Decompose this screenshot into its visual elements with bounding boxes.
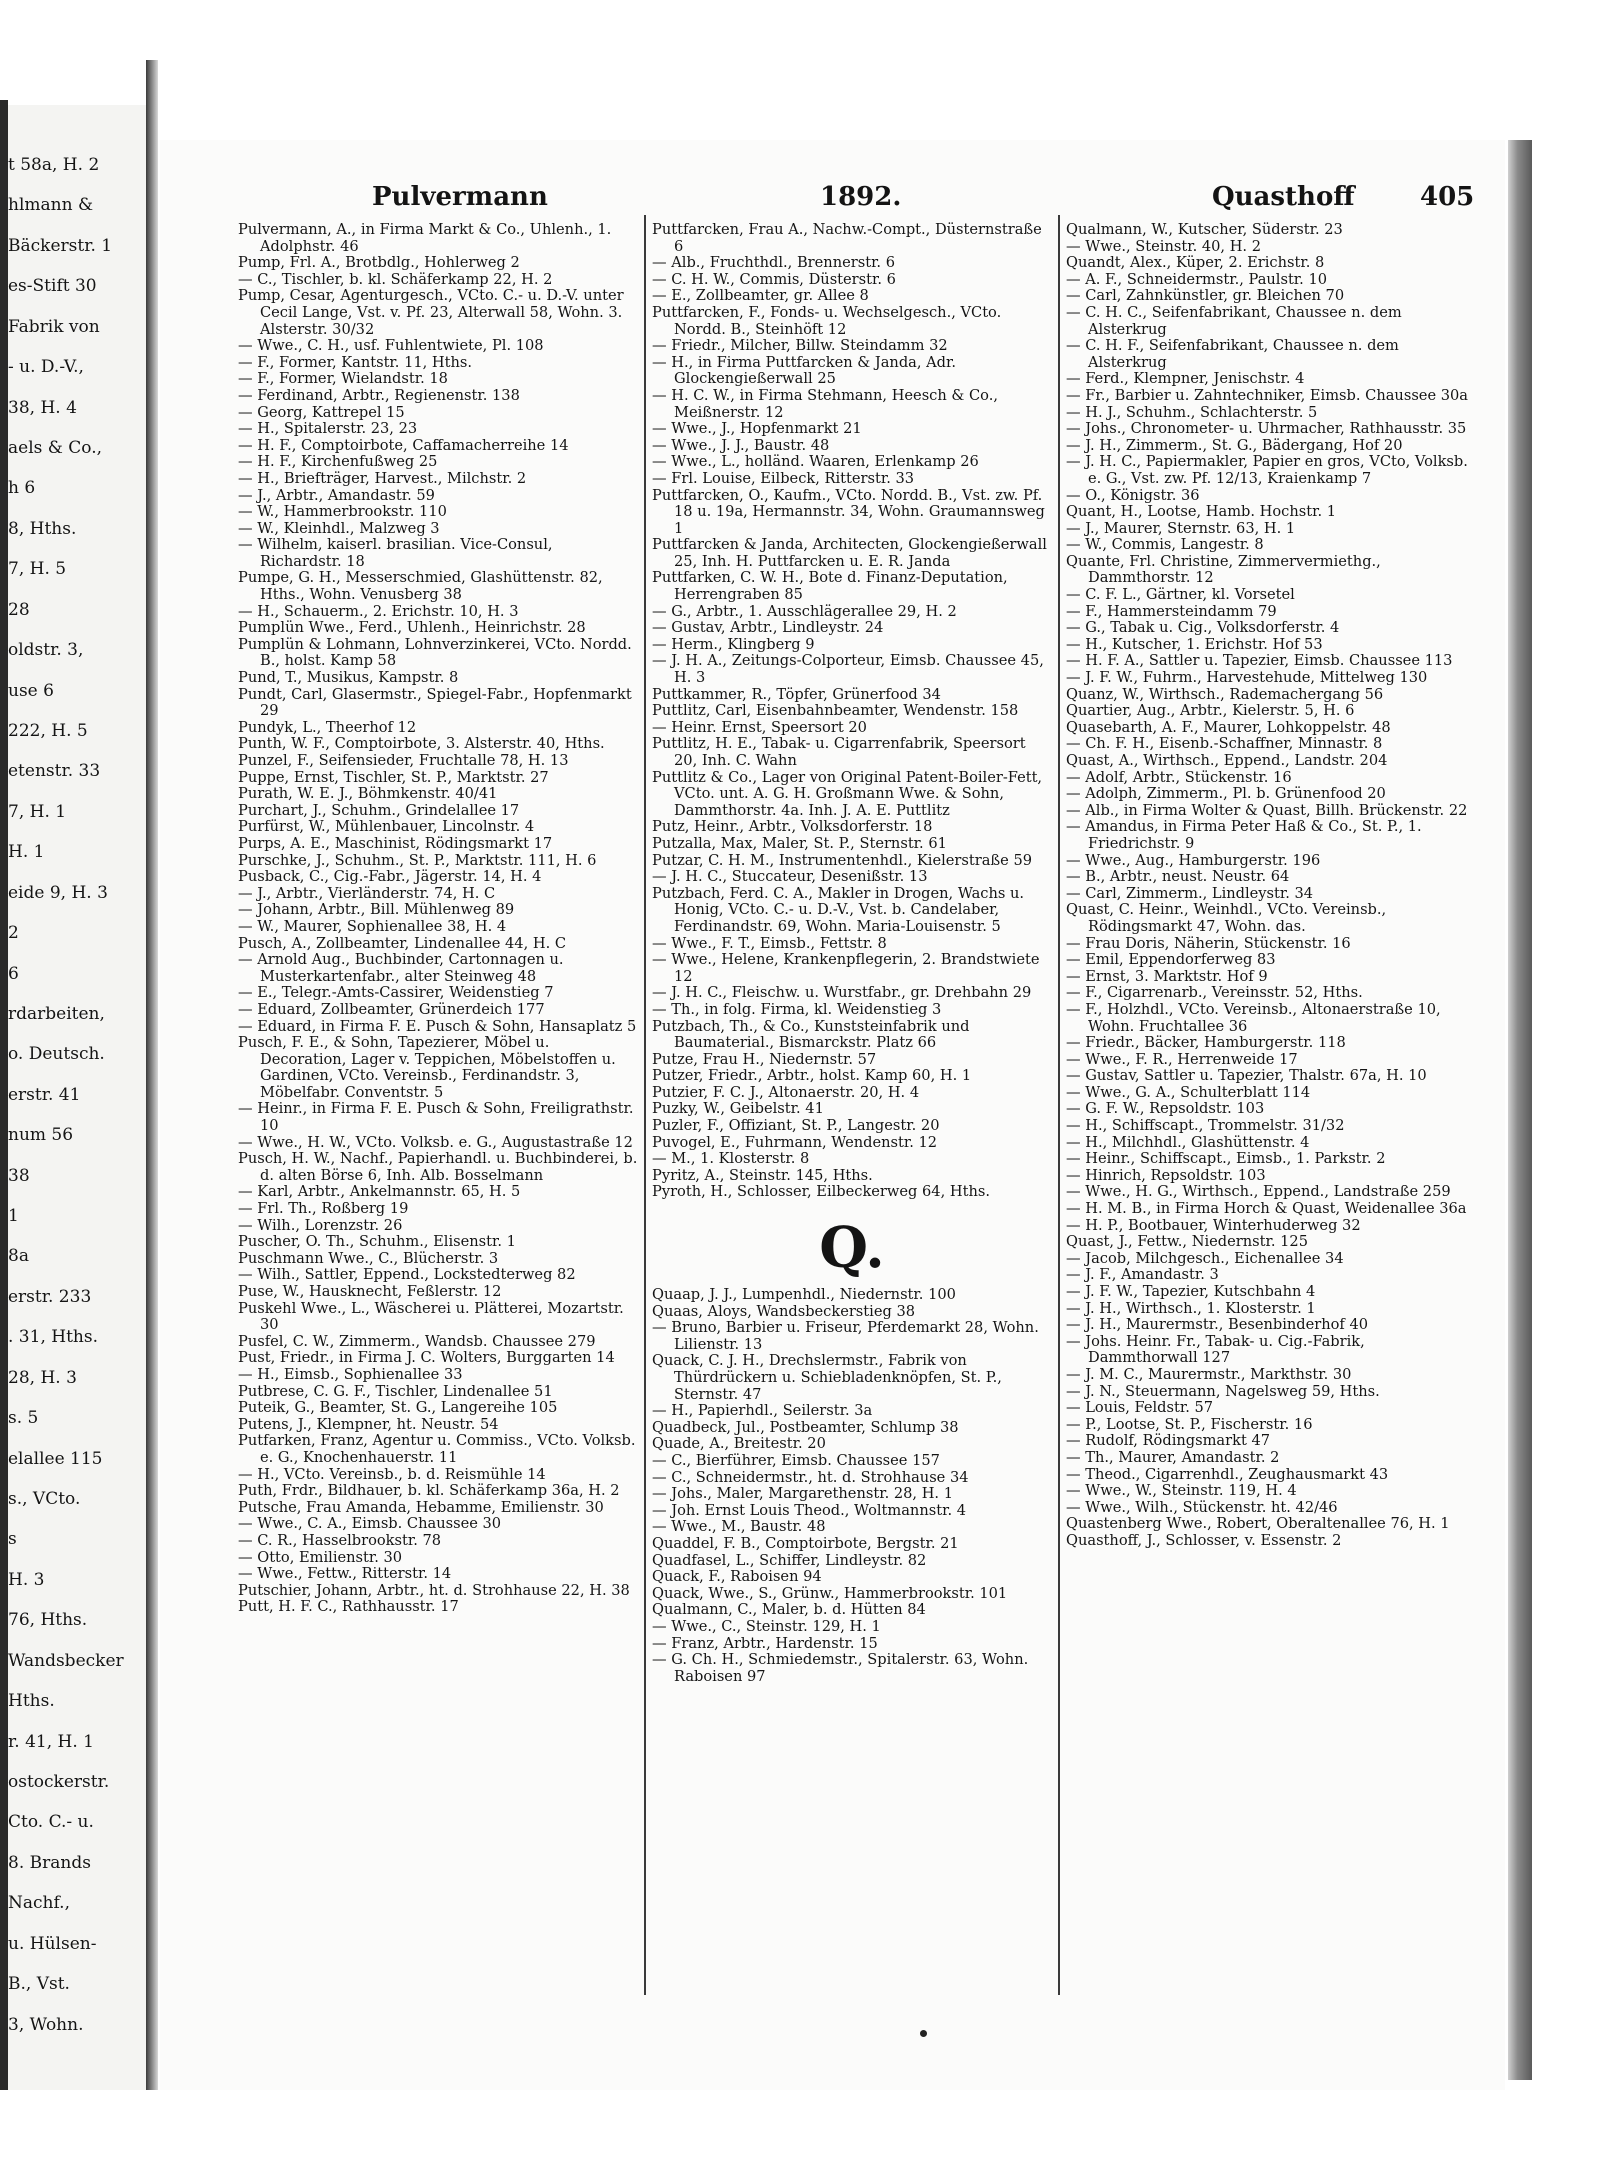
book-gutter <box>146 60 158 2090</box>
directory-entry: Puttfarken, C. W. H., Bote d. Finanz-Deputation, Herrengraben 85 <box>652 569 1008 604</box>
directory-entry: — J., Maurer, Sternstr. 63, H. 1 <box>1066 519 1296 537</box>
directory-entry: — J. F., Amandastr. 3 <box>1066 1266 1219 1284</box>
directory-entry: Puskehl Wwe., L., Wäscherei u. Plätterei, Mozartstr. 30 <box>238 1299 624 1334</box>
directory-entry: — Wwe., Steinstr. 40, H. 2 <box>1066 237 1261 255</box>
section-letter-q: Q. <box>819 1215 885 1282</box>
directory-entry: — Wwe., Fettw., Ritterstr. 14 <box>238 1565 452 1583</box>
left-page-line: 28 <box>8 599 30 620</box>
directory-entry: — Frl. Th., Roßberg 19 <box>238 1200 409 1218</box>
directory-entry: Puschmann Wwe., C., Blücherstr. 3 <box>238 1249 499 1267</box>
directory-entry: — J. N., Steuermann, Nagelsweg 59, Hths. <box>1066 1382 1380 1400</box>
directory-entry: — Gustav, Sattler u. Tapezier, Thalstr. 67a, H. 10 <box>1066 1067 1427 1085</box>
directory-entry: Quadfasel, L., Schiffer, Lindleystr. 82 <box>652 1551 927 1569</box>
left-page-line: es-Stift 30 <box>8 276 97 297</box>
directory-entry: — W., Hammerbrookstr. 110 <box>238 503 447 521</box>
directory-entry: — H., Briefträger, Harvest., Milchstr. 2 <box>238 469 527 487</box>
directory-entry: Pundyk, L., Theerhof 12 <box>238 718 417 736</box>
directory-entry: Quasthoff, J., Schlosser, v. Essenstr. 2 <box>1066 1531 1342 1549</box>
directory-entry: Quack, C. J. H., Drechslermstr., Fabrik von Thürdrückern u. Schiebladenknöpfen, St. P., Sternstr. 47 <box>652 1352 1002 1403</box>
left-page-line: t 58a, H. 2 <box>8 155 100 175</box>
book-edge-right <box>1508 140 1532 2080</box>
left-page-line: elallee 115 <box>8 1448 103 1469</box>
directory-entry: — A. F., Schneidermstr., Paulstr. 10 <box>1066 270 1328 288</box>
left-page-line: 8, Hths. <box>8 518 77 539</box>
directory-entry: Quartier, Aug., Arbtr., Kielerstr. 5, H. 6 <box>1066 702 1355 720</box>
directory-entry: — Bruno, Barbier u. Friseur, Pferdemarkt 28, Wohn. Lilienstr. 13 <box>652 1319 1039 1353</box>
directory-entry: — Ferdinand, Arbtr., Regienenstr. 138 <box>238 386 520 404</box>
directory-entry: — Hinrich, Repsoldstr. 103 <box>1066 1166 1266 1184</box>
directory-entry: Puttlitz, Carl, Eisenbahnbeamter, Wendenstr. 158 <box>652 702 1019 720</box>
directory-entry: — H., VCto. Vereinsb., b. d. Reismühle 14 <box>238 1465 546 1483</box>
directory-entry: Purath, W. E. J., Böhmkenstr. 40/41 <box>238 785 498 803</box>
directory-entry: Putzar, C. H. M., Instrumentenhdl., Kielerstraße 59 <box>652 851 1033 869</box>
directory-entry: — Wwe., L., holländ. Waaren, Erlenkamp 26 <box>652 453 979 471</box>
directory-entry: Quack, F., Raboisen 94 <box>652 1568 822 1586</box>
directory-entry: Puppe, Ernst, Tischler, St. P., Marktstr. 27 <box>238 768 549 786</box>
left-page-line: 3, Wohn. <box>8 2014 84 2035</box>
directory-entry: — H., Papierhdl., Seilerstr. 3a <box>652 1402 873 1420</box>
directory-entry: — Wwe., G. A., Schulterblatt 114 <box>1066 1083 1311 1101</box>
book-edge-left <box>0 100 8 2090</box>
directory-entry: — C. H. W., Commis, Düsterstr. 6 <box>652 270 896 288</box>
left-page-line: 38, H. 4 <box>8 397 77 418</box>
directory-entry: Pusch, F. E., & Sohn, Tapezierer, Möbel u. Decoration, Lager v. Teppichen, Möbelstoffen u. Gardinen, VCto. Vereinsb., Ferdinandstr. 3, Möbelfabr. Conventstr. 5 <box>238 1034 616 1101</box>
column-3 <box>1066 222 1471 2002</box>
left-page-line: Bäckerstr. 1 <box>8 235 113 256</box>
directory-entry: Puttkammer, R., Töpfer, Grünerfood 34 <box>652 685 941 703</box>
directory-entry: Pust, Friedr., in Firma J. C. Wolters, Burggarten 14 <box>238 1349 615 1367</box>
directory-entry: Quastenberg Wwe., Robert, Oberaltenallee 76, H. 1 <box>1066 1515 1450 1533</box>
directory-entry: — C. R., Hasselbrookstr. 78 <box>238 1531 442 1549</box>
directory-entry: Quanz, W., Wirthsch., Rademachergang 56 <box>1066 685 1384 703</box>
directory-entry: Putbrese, C. G. F., Tischler, Lindenallee 51 <box>238 1382 553 1400</box>
left-page-line: s., VCto. <box>8 1489 81 1510</box>
left-page-line: Nachf., <box>8 1893 70 1914</box>
left-page-line: u. Hülsen- <box>8 1933 97 1954</box>
left-page-line: rdarbeiten, <box>8 1003 105 1024</box>
left-page-line: s. 5 <box>8 1408 39 1429</box>
left-page-line: . 31, Hths. <box>8 1327 98 1348</box>
directory-entry: — Eduard, in Firma F. E. Pusch & Sohn, Hansaplatz 5 <box>238 1017 637 1035</box>
left-page-line: r. 41, H. 1 <box>8 1731 94 1752</box>
left-page-line: oldstr. 3, <box>8 640 84 661</box>
directory-entry: — Karl, Arbtr., Ankelmannstr. 65, H. 5 <box>238 1183 521 1201</box>
left-page-line: etenstr. 33 <box>8 761 101 782</box>
left-page-line: 28, H. 3 <box>8 1367 77 1388</box>
directory-entry: — J. H., Wirthsch., 1. Klosterstr. 1 <box>1066 1299 1316 1317</box>
column-1 <box>238 222 638 2002</box>
directory-entry: — H., Milchhdl., Glashüttenstr. 4 <box>1066 1133 1310 1151</box>
directory-entry: Qualmann, W., Kutscher, Süderstr. 23 <box>1066 222 1343 238</box>
directory-entry: Quast, C. Heinr., Weinhdl., VCto. Vereinsb., Rödingsmarkt 47, Wohn. das. <box>1066 901 1387 935</box>
directory-entry: — C. F. L., Gärtner, kl. Vorsetel <box>1066 586 1295 604</box>
directory-entry: — Eduard, Zollbeamter, Grünerdeich 177 <box>238 1000 545 1018</box>
directory-entry: — H. P., Bootbauer, Winterhuderweg 32 <box>1066 1216 1361 1234</box>
directory-entry: Quante, Frl. Christine, Zimmervermiethg., Dammthorstr. 12 <box>1066 552 1381 587</box>
left-page-line: 8. Brands <box>8 1852 91 1873</box>
directory-entry: Pusch, H. W., Nachf., Papierhandl. u. Buchbinderei, b. d. alten Börse 6, Inh. Alb. Bosselmann <box>238 1150 638 1184</box>
directory-entry: — Wwe., H. G., Wirthsch., Eppend., Landstraße 259 <box>1066 1183 1451 1201</box>
directory-entry: — W., Kleinhdl., Malzweg 3 <box>238 519 440 537</box>
directory-entry: — Wwe., J. J., Baustr. 48 <box>652 436 830 454</box>
directory-entry: — Ernst, 3. Marktstr. Hof 9 <box>1066 967 1268 985</box>
page-number: 405 <box>1420 182 1475 212</box>
directory-entry: — J. F. W., Tapezier, Kutschbahn 4 <box>1066 1283 1316 1300</box>
directory-entry: Quaas, Aloys, Wandsbeckerstieg 38 <box>652 1302 916 1320</box>
directory-entry: Putze, Frau H., Niedernstr. 57 <box>652 1050 877 1068</box>
directory-entry: — H. M. B., in Firma Horch & Quast, Weidenallee 36a <box>1066 1200 1467 1218</box>
directory-entry: — Wwe., Helene, Krankenpflegerin, 2. Brandstwiete 12 <box>652 951 1040 985</box>
directory-entry: — H. C. W., in Firma Stehmann, Heesch & Co., Meißnerstr. 12 <box>652 386 998 421</box>
left-page-line: 38 <box>8 1165 30 1186</box>
directory-entry: — Gustav, Arbtr., Lindleystr. 24 <box>652 619 884 637</box>
directory-entry: — Herm., Klingberg 9 <box>652 635 815 653</box>
directory-entry: — H. F., Comptoirbote, Caffamacherreihe 14 <box>238 436 569 454</box>
directory-entry: Pyroth, H., Schlosser, Eilbeckerweg 64, Hths. <box>652 1183 990 1201</box>
directory-entry: — Th., Maurer, Amandastr. 2 <box>1066 1448 1280 1466</box>
directory-entry: — Wwe., C. A., Eimsb. Chaussee 30 <box>238 1515 502 1533</box>
directory-entry: — Wwe., F. T., Eimsb., Fettstr. 8 <box>652 934 887 952</box>
directory-entry: — Frl. Louise, Eilbeck, Ritterstr. 33 <box>652 469 915 487</box>
directory-entry: Puttfarcken, Frau A., Nachw.-Compt., Düsternstraße 6 <box>652 222 1042 255</box>
directory-entry: Putschier, Johann, Arbtr., ht. d. Strohhause 22, H. 38 <box>238 1581 630 1599</box>
directory-entry: — Wwe., Aug., Hamburgerstr. 196 <box>1066 851 1321 869</box>
directory-entry: — F., Holzhdl., VCto. Vereinsb., Altonaerstraße 10, Wohn. Fruchtallee 36 <box>1066 1000 1441 1035</box>
directory-entry: — Johs., Chronometer- u. Uhrmacher, Rathhausstr. 35 <box>1066 420 1467 438</box>
directory-entry: Puteik, G., Beamter, St. G., Langereihe 105 <box>238 1399 558 1417</box>
directory-entry: — Carl, Zahnkünstler, gr. Bleichen 70 <box>1066 287 1345 305</box>
directory-entry: — J. H. C., Fleischw. u. Wurstfabr., gr. Drehbahn 29 <box>652 984 1032 1002</box>
directory-entry: — Wwe., W., Steinstr. 119, H. 4 <box>1066 1482 1297 1500</box>
directory-entry: — E., Zollbeamter, gr. Allee 8 <box>652 287 869 305</box>
directory-entry: — G., Tabak u. Cig., Volksdorferstr. 4 <box>1066 619 1340 637</box>
left-page-line: Hths. <box>8 1691 55 1712</box>
left-page-line: 8a <box>8 1246 29 1267</box>
directory-entry: — Th., in folg. Firma, kl. Weidenstieg 3 <box>652 1000 942 1018</box>
directory-entry: Putens, J., Klempner, ht. Neustr. 54 <box>238 1415 499 1433</box>
directory-entry: — J. H. C., Papiermakler, Papier en gros, VCto, Volksb. e. G., Vst. zw. Pf. 12/13, Kraienkamp 7 <box>1066 453 1468 487</box>
directory-entry: — J. H. C., Stuccateur, Desenißstr. 13 <box>652 868 928 886</box>
directory-entry: — Arnold Aug., Buchbinder, Cartonnagen u. Musterkartenfabr., alter Steinweg 48 <box>238 951 564 985</box>
directory-entry: — Fr., Barbier u. Zahntechniker, Eimsb. Chaussee 30a <box>1066 386 1468 404</box>
directory-entry: Quast, J., Fettw., Niedernstr. 125 <box>1066 1233 1308 1251</box>
left-page-line: Wandsbecker <box>8 1650 124 1671</box>
directory-entry: Purchart, J., Schuhm., Grindelallee 17 <box>238 801 520 819</box>
directory-entry: Pundt, Carl, Glasermstr., Spiegel-Fabr., Hopfenmarkt 29 <box>238 685 632 720</box>
directory-entry: — W., Commis, Langestr. 8 <box>1066 536 1264 554</box>
directory-entry: — B., Arbtr., neust. Neustr. 64 <box>1066 868 1290 886</box>
directory-entry: — Louis, Feldstr. 57 <box>1066 1399 1214 1417</box>
directory-entry: — Franz, Arbtr., Hardenstr. 15 <box>652 1634 878 1652</box>
directory-entry: — Theod., Cigarrenhdl., Zeughausmarkt 43 <box>1066 1465 1389 1483</box>
left-page-line: erstr. 233 <box>8 1286 92 1307</box>
directory-entry: — Johs. Heinr. Fr., Tabak- u. Cig.-Fabrik, Dammthorwall 127 <box>1066 1332 1365 1367</box>
directory-entry: — E., Telegr.-Amts-Cassirer, Weidenstieg 7 <box>238 984 554 1002</box>
directory-entry: Pund, T., Musikus, Kampstr. 8 <box>238 669 459 687</box>
directory-entry: Putt, H. F. C., Rathhausstr. 17 <box>238 1598 459 1616</box>
directory-entry: Quast, A., Wirthsch., Eppend., Landstr. 204 <box>1066 752 1388 769</box>
directory-entry: — J. H., Zimmerm., St. G., Bädergang, Hof 20 <box>1066 436 1403 454</box>
directory-entry: — Wwe., J., Hopfenmarkt 21 <box>652 420 862 438</box>
left-page-line: eide 9, H. 3 <box>8 882 108 903</box>
directory-entry: — Wilh., Lorenzstr. 26 <box>238 1216 403 1234</box>
directory-entry: — C., Tischler, b. kl. Schäferkamp 22, H. 2 <box>238 270 553 288</box>
directory-entry: — Joh. Ernst Louis Theod., Woltmannstr. 4 <box>652 1501 967 1519</box>
directory-entry: Puttfarcken, F., Fonds- u. Wechselgesch., VCto. Nordd. B., Steinhöft 12 <box>652 303 1002 338</box>
directory-entry: — Heinr. Ernst, Speersort 20 <box>652 718 867 736</box>
directory-entry: — C. H. F., Seifenfabrikant, Chaussee n. dem Alsterkrug <box>1066 337 1399 371</box>
left-page-line: 6 <box>8 963 19 984</box>
directory-entry: — Wwe., F. R., Herrenweide 17 <box>1066 1050 1298 1068</box>
directory-entry: — Wwe., C., Steinstr. 129, H. 1 <box>652 1617 881 1635</box>
directory-entry: — Ch. F. H., Eisenb.-Schaffner, Minnastr. 8 <box>1066 735 1383 753</box>
directory-entry: — Johs., Maler, Margarethenstr. 28, H. 1 <box>652 1485 953 1503</box>
directory-entry: — C., Bierführer, Eimsb. Chaussee 157 <box>652 1451 940 1469</box>
directory-entry: Quadbeck, Jul., Postbeamter, Schlump 38 <box>652 1418 959 1436</box>
directory-entry: — J. H. A., Zeitungs-Colporteur, Eimsb. Chaussee 45, H. 3 <box>652 652 1044 687</box>
directory-entry: Pumpe, G. H., Messerschmied, Glashüttenstr. 82, Hths., Wohn. Venusberg 38 <box>238 569 603 604</box>
left-page-line: B., Vst. <box>8 1974 70 1995</box>
directory-entry: — H., Kutscher, 1. Erichstr. Hof 53 <box>1066 635 1323 653</box>
directory-entry: — H., in Firma Puttfarcken & Janda, Adr. Glockengießerwall 25 <box>652 353 957 388</box>
directory-entry: — Carl, Zimmerm., Lindleystr. 34 <box>1066 884 1314 902</box>
directory-entry: Purschke, J., Schuhm., St. P., Marktstr. 111, H. 6 <box>238 851 597 869</box>
directory-entry: — Rudolf, Rödingsmarkt 47 <box>1066 1432 1271 1450</box>
directory-entry: — C. H. C., Seifenfabrikant, Chaussee n. dem Alsterkrug <box>1066 303 1402 338</box>
directory-entry: — Heinr., Schiffscapt., Eimsb., 1. Parkstr. 2 <box>1066 1150 1386 1168</box>
left-page-line: Cto. C.- u. <box>8 1812 94 1833</box>
directory-entry: Puth, Frdr., Bildhauer, b. kl. Schäferkamp 36a, H. 2 <box>238 1482 620 1500</box>
directory-entry: Quaddel, F. B., Comptoirbote, Bergstr. 21 <box>652 1534 959 1552</box>
directory-entry: — G. F. W., Repsoldstr. 103 <box>1066 1100 1265 1118</box>
directory-entry: — F., Former, Wielandstr. 18 <box>238 370 448 388</box>
column-rule <box>644 215 646 1995</box>
directory-entry: — Wwe., M., Baustr. 48 <box>652 1518 826 1536</box>
directory-entry: Pump, Frl. A., Brotbdlg., Hohlerweg 2 <box>238 254 520 272</box>
directory-entry: Quade, A., Breitestr. 20 <box>652 1435 826 1453</box>
left-page-line: 76, Hths. <box>8 1610 88 1631</box>
directory-entry: Puvogel, E., Fuhrmann, Wendenstr. 12 <box>652 1133 938 1151</box>
directory-entry: — G. Ch. H., Schmiedemstr., Spitalerstr. 63, Wohn. Raboisen 97 <box>652 1651 1029 1685</box>
directory-entry: — J. H., Maurermstr., Besenbinderhof 40 <box>1066 1316 1369 1334</box>
left-page-line: 2 <box>8 923 19 944</box>
directory-entry: — H. F. A., Sattler u. Tapezier, Eimsb. Chaussee 113 <box>1066 652 1453 670</box>
left-page-line: s <box>8 1529 17 1550</box>
directory-entry: — H., Schiffscapt., Trommelstr. 31/32 <box>1066 1117 1345 1135</box>
directory-entry: — Jacob, Milchgesch., Eichenallee 34 <box>1066 1249 1344 1267</box>
directory-entry: — P., Lootse, St. P., Fischerstr. 16 <box>1066 1415 1313 1433</box>
directory-entry: — C., Schneidermstr., ht. d. Strohhause 34 <box>652 1468 969 1486</box>
directory-entry: Quandt, Alex., Küper, 2. Erichstr. 8 <box>1066 254 1325 272</box>
directory-entry: Putzier, F. C. J., Altonaerstr. 20, H. 4 <box>652 1083 920 1101</box>
left-page-line: use 6 <box>8 680 54 701</box>
directory-entry: — Friedr., Milcher, Billw. Steindamm 32 <box>652 337 948 355</box>
directory-entry: — J., Arbtr., Amandastr. 59 <box>238 486 435 504</box>
directory-entry: Pusfel, C. W., Zimmerm., Wandsb. Chaussee 279 <box>238 1332 596 1350</box>
directory-entry: — Heinr., in Firma F. E. Pusch & Sohn, Freiligrathstr. 10 <box>238 1100 634 1135</box>
left-page-line: erstr. 41 <box>8 1084 81 1105</box>
directory-entry: — F., Former, Kantstr. 11, Hths. <box>238 353 473 371</box>
directory-entry: Putz, Heinr., Arbtr., Volksdorferstr. 18 <box>652 818 933 836</box>
directory-entry: Quant, H., Lootse, Hamb. Hochstr. 1 <box>1066 503 1337 521</box>
left-page-line: num 56 <box>8 1125 74 1146</box>
directory-entry: Puzky, W., Geibelstr. 41 <box>652 1100 824 1118</box>
left-page-line: 222, H. 5 <box>8 720 88 741</box>
directory-entry: — G., Arbtr., 1. Ausschlägerallee 29, H. 2 <box>652 602 957 620</box>
directory-entry: Putzbach, Th., & Co., Kunststeinfabrik und Baumaterial., Bismarckstr. Platz 66 <box>652 1017 970 1052</box>
directory-entry: Putzbach, Ferd. C. A., Makler in Drogen, Wachs u. Honig, VCto. C.- u. D.-V., Vst. b. Candelaber, Ferdinandstr. 69, Wohn. Maria-Louisenstr. 5 <box>652 884 1025 935</box>
directory-entry: Pusback, C., Cig.-Fabr., Jägerstr. 14, H. 4 <box>238 868 542 886</box>
directory-entry: — Wilhelm, kaiserl. brasilian. Vice-Consul, Richardstr. 18 <box>238 536 553 570</box>
directory-entry: Pump, Cesar, Agenturgesch., VCto. C.- u. D.-V. unter Cecil Lange, Vst. v. Pf. 23, Alterwall 58, Wohn. 3. Alsterstr. 30/32 <box>238 287 624 338</box>
left-page-line: - u. D.-V., <box>8 357 84 378</box>
left-page-line: aels & Co., <box>8 437 103 458</box>
left-page-line: H. 3 <box>8 1569 45 1590</box>
left-page-fragment <box>8 105 148 2090</box>
directory-entry: — Ferd., Klempner, Jenischstr. 4 <box>1066 370 1305 388</box>
directory-entry: — H., Eimsb., Sophienallee 33 <box>238 1365 463 1383</box>
directory-entry: Putsche, Frau Amanda, Hebamme, Emilienstr. 30 <box>238 1498 604 1516</box>
directory-entry: Puse, W., Hausknecht, Feßlerstr. 12 <box>238 1283 502 1300</box>
directory-entry: Puttlitz & Co., Lager von Original Patent-Boiler-Fett, VCto. unt. A. G. H. Großmann Wwe. & Sohn, Dammthorstr. 4a. Inh. J. A. E. Puttlitz <box>652 768 1043 819</box>
directory-entry: — Alb., Fruchthdl., Brennerstr. 6 <box>652 254 895 272</box>
directory-entry: — H., Schauerm., 2. Erichstr. 10, H. 3 <box>238 602 519 620</box>
directory-entry: — H. F., Kirchenfußweg 25 <box>238 453 438 471</box>
left-page-line: 7, H. 5 <box>8 559 67 580</box>
directory-entry: — F., Cigarrenarb., Vereinsstr. 52, Hths. <box>1066 984 1363 1002</box>
directory-entry: Purfürst, W., Mühlenbauer, Lincolnstr. 4 <box>238 818 535 836</box>
directory-entry: — Adolph, Zimmerm., Pl. b. Grünenfood 20 <box>1066 785 1386 803</box>
directory-entry: — Alb., in Firma Wolter & Quast, Billh. Brückenstr. 22 <box>1066 801 1468 819</box>
directory-entry: — Wwe., C. H., usf. Fuhlentwiete, Pl. 108 <box>238 337 544 355</box>
directory-entry: Puttlitz, H. E., Tabak- u. Cigarrenfabrik, Speersort 20, Inh. C. Wahn <box>652 735 1026 769</box>
directory-entry: — W., Maurer, Sophienallee 38, H. 4 <box>238 917 507 935</box>
directory-entry: — Emil, Eppendorferweg 83 <box>1066 951 1276 969</box>
directory-entry: Quaap, J. J., Lumpenhdl., Niedernstr. 100 <box>652 1286 956 1304</box>
directory-entry: Punth, W. F., Comptoirbote, 3. Alsterstr. 40, Hths. <box>238 735 605 753</box>
left-page-line: 7, H. 1 <box>8 801 67 822</box>
header-year: 1892. <box>820 182 902 212</box>
directory-entry: Putzer, Friedr., Arbtr., holst. Kamp 60, H. 1 <box>652 1067 972 1085</box>
directory-entry: Putfarken, Franz, Agentur u. Commiss., VCto. Volksb. e. G., Knochenhauerstr. 11 <box>238 1432 636 1466</box>
left-page-line: o. Deutsch. <box>8 1044 105 1065</box>
directory-entry: Qualmann, C., Maler, b. d. Hütten 84 <box>652 1601 926 1619</box>
directory-entry: — Frau Doris, Näherin, Stückenstr. 16 <box>1066 934 1351 952</box>
directory-entry: — O., Königstr. 36 <box>1066 486 1200 504</box>
directory-entry: Puzler, F., Offiziant, St. P., Langestr. 20 <box>652 1117 940 1135</box>
directory-entry: — Georg, Kattrepel 15 <box>238 403 405 421</box>
directory-entry: — H. J., Schuhm., Schlachterstr. 5 <box>1066 403 1318 421</box>
directory-entry: — J. F. W., Fuhrm., Harvestehude, Mittelweg 130 <box>1066 669 1428 687</box>
directory-entry: Quack, Wwe., S., Grünw., Hammerbrookstr. 101 <box>652 1584 1008 1602</box>
header-left-catchword: Pulvermann <box>372 182 548 212</box>
directory-entry: — J. M. C., Maurermstr., Markthstr. 30 <box>1066 1365 1352 1383</box>
directory-entry: Puttfarcken & Janda, Architecten, Glockengießerwall 25, Inh. H. Puttfarcken u. E. R. Janda <box>652 536 1047 570</box>
left-page-line: H. 1 <box>8 842 45 863</box>
directory-entry: Puttfarcken, O., Kaufm., VCto. Nordd. B., Vst. zw. Pf. 18 u. 19a, Hermannstr. 34, Wohn. Graumannsweg 1 <box>652 486 1045 537</box>
column-rule <box>1058 215 1060 1995</box>
left-page-line: h 6 <box>8 478 36 499</box>
directory-entry: — Wwe., Wilh., Stückenstr. ht. 42/46 <box>1066 1498 1338 1516</box>
directory-entry: — Johann, Arbtr., Bill. Mühlenweg 89 <box>238 901 515 919</box>
left-page-line: Fabrik von <box>8 316 100 337</box>
directory-entry: Pulvermann, A., in Firma Markt & Co., Uhlenh., 1. Adolphstr. 46 <box>238 222 612 255</box>
directory-entry: — Otto, Emilienstr. 30 <box>238 1548 403 1566</box>
directory-entry: — J., Arbtr., Vierländerstr. 74, H. C <box>238 884 496 902</box>
directory-entry: Punzel, F., Seifensieder, Fruchtalle 78, H. 13 <box>238 752 569 769</box>
directory-entry: Quasebarth, A. F., Maurer, Lohkoppelstr. 48 <box>1066 718 1391 736</box>
directory-entry: — M., 1. Klosterstr. 8 <box>652 1150 810 1168</box>
directory-entry: Pumplün Wwe., Ferd., Uhlenh., Heinrichstr. 28 <box>238 619 586 637</box>
directory-entry: Purps, A. E., Maschinist, Rödingsmarkt 17 <box>238 834 553 852</box>
directory-entry: Putzalla, Max, Maler, St. P., Sternstr. 61 <box>652 834 947 852</box>
directory-entry: — Friedr., Bäcker, Hamburgerstr. 118 <box>1066 1034 1346 1052</box>
directory-entry: Pusch, A., Zollbeamter, Lindenallee 44, H. C <box>238 934 567 952</box>
left-page-line: ostockerstr. <box>8 1772 110 1793</box>
directory-entry: Pyritz, A., Steinstr. 145, Hths. <box>652 1166 873 1184</box>
directory-entry: — H., Spitalerstr. 23, 23 <box>238 420 418 438</box>
header-right-catchword: Quasthoff <box>1212 182 1355 212</box>
left-page-line: hlmann & <box>8 195 94 216</box>
ink-dot <box>920 2030 927 2037</box>
directory-entry: Pumplün & Lohmann, Lohnverzinkerei, VCto. Nordd. B., holst. Kamp 58 <box>238 635 632 670</box>
directory-entry: — F., Hammersteindamm 79 <box>1066 602 1277 620</box>
column-2 <box>652 222 1052 2002</box>
directory-entry: — Adolf, Arbtr., Stückenstr. 16 <box>1066 768 1292 786</box>
directory-entry: — Wilh., Sattler, Eppend., Lockstedterweg 82 <box>238 1266 576 1284</box>
left-page-line: 1 <box>8 1206 19 1227</box>
directory-entry: Puscher, O. Th., Schuhm., Elisenstr. 1 <box>238 1233 516 1251</box>
directory-entry: — Amandus, in Firma Peter Haß & Co., St. P., 1. Friedrichstr. 9 <box>1066 818 1422 852</box>
directory-entry: — Wwe., H. W., VCto. Volksb. e. G., Augustastraße 12 <box>238 1133 633 1151</box>
